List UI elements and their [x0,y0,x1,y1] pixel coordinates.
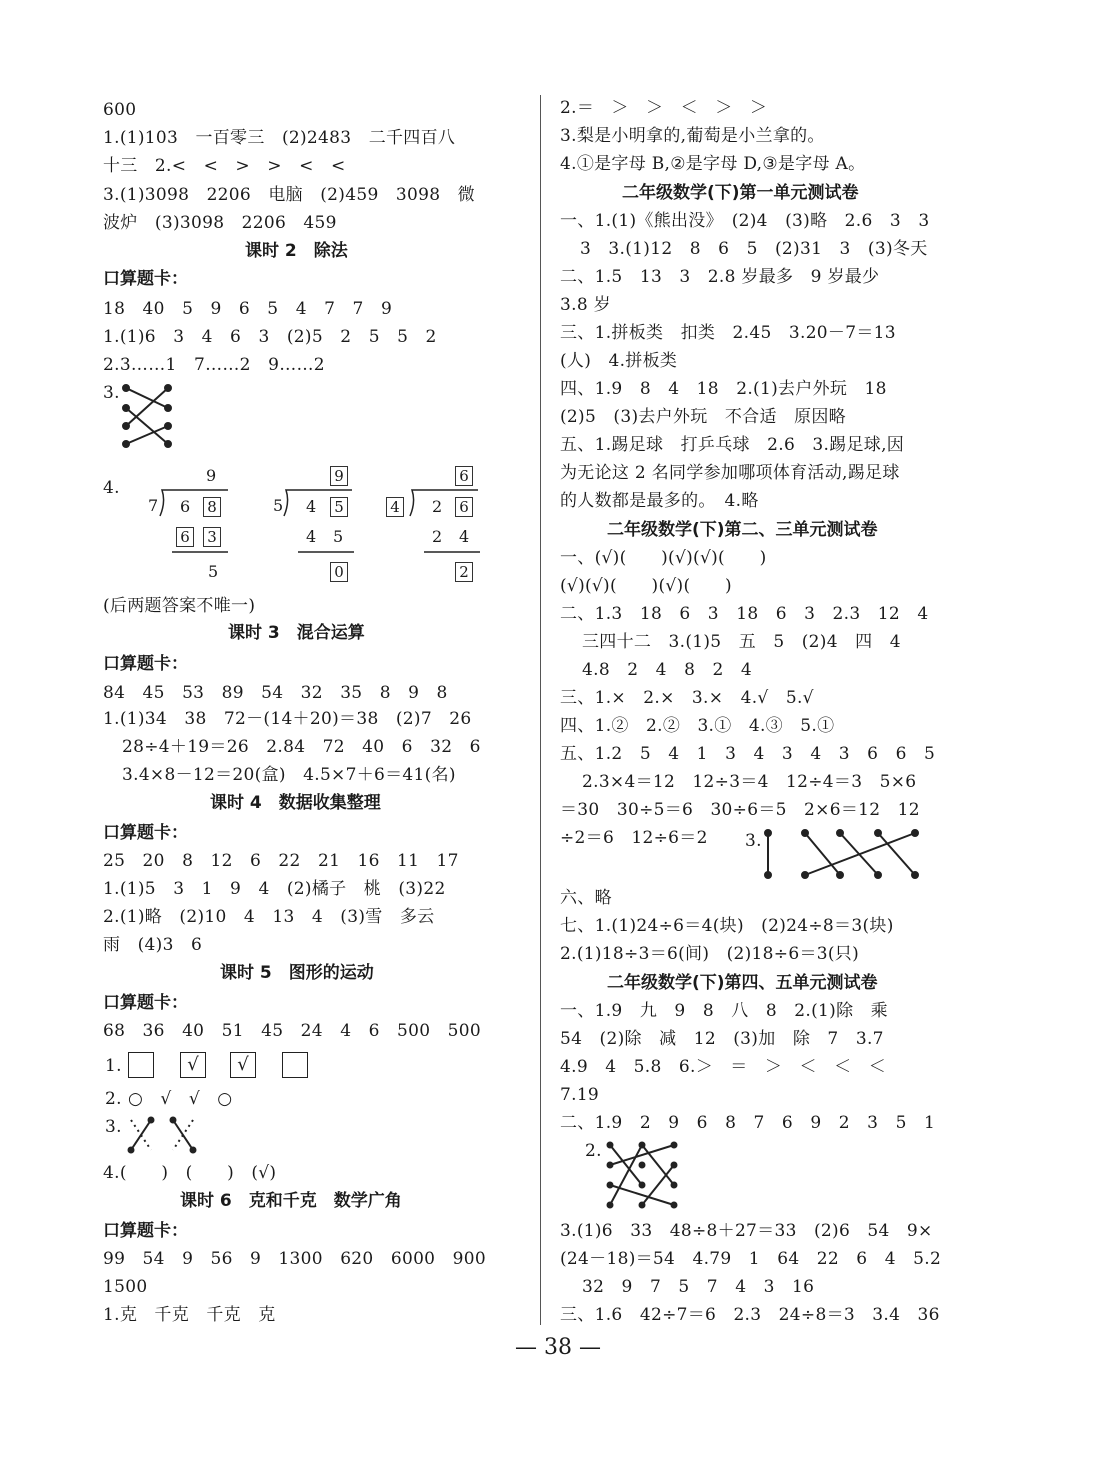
answer-line: 2.3……1 7……2 9……2 [103,355,325,375]
symbol-marks: ○ √ √ ○ [128,1089,233,1109]
answer-line: 五、1.2 5 4 1 3 4 3 4 3 6 6 5 [560,744,936,764]
answer-line: 雨 (4)3 6 [103,935,203,955]
section-heading: 口算题卡： [103,654,188,674]
answer-box: 5 [330,497,348,517]
answer-line: 600 [103,100,137,120]
answer-line: 二、1.5 13 3 2.8 岁最多 9 岁最少 [560,267,880,287]
crossing-lines-figure [600,1135,690,1215]
fig2-label: 2. [105,1089,122,1109]
answer-line: 4.9 4 5.8 6.＞ ＝ ＞ ＜ ＜ ＜ [560,1057,887,1077]
answer-line: 三四十二 3.(1)5 五 5 (2)4 四 4 [582,632,901,652]
section-heading: 二年级数学(下)第四、五单元测试卷 [607,973,878,993]
section-heading: 课时 3 混合运算 [228,623,365,643]
answer-line: 波炉 (3)3098 2206 459 [103,213,337,233]
checkbox-checked: √ [180,1052,206,1078]
answer-line: 2.＝ ＞ ＞ ＜ ＞ ＞ [560,98,768,118]
answer-box: 0 [330,562,348,582]
answer-line: 四、1.② 2.② 3.① 4.③ 5.① [560,716,835,736]
answer-line: (√)(√)( )(√)( ) [560,576,732,596]
answer-box: 6 [455,497,473,517]
q3-label: 3. [103,383,120,403]
answer-line: 2.3×4＝12 12÷3＝4 12÷4＝3 5×6 [582,772,917,792]
answer-line: 1.克 千克 千克 克 [103,1305,276,1325]
fig-b-label: 2. [585,1141,602,1161]
q4-label: 4. [103,478,120,498]
answer-line: 1500 [103,1277,148,1297]
section-heading: 口算题卡： [103,269,188,289]
answer-line: 18 40 5 9 6 5 4 7 7 9 [103,299,393,319]
answer-line: (后两题答案不唯一) [103,596,256,616]
section-heading: 二年级数学(下)第二、三单元测试卷 [607,520,878,540]
answer-line: (2)5 (3)去户外玩 不合适 原因略 [560,407,846,427]
answer-box: 4 [386,497,404,517]
answer-line: 4.①是字母 B,②是字母 D,③是字母 A。 [560,154,866,174]
answer-line: (人) 4.拼板类 [560,351,678,371]
matching-lines-figure [118,382,178,452]
column-divider [540,95,541,1325]
answer-line: 一、(√)( )(√)(√)( ) [560,548,767,568]
answer-line: 1.(1)5 3 1 9 4 (2)橘子 桃 (3)22 [103,879,446,899]
answer-line: (24－18)＝54 4.79 1 64 22 6 4 5.2 [560,1249,942,1269]
section-heading: 口算题卡： [103,993,188,1013]
checkbox-checked: √ [230,1052,256,1078]
answer-box: 2 [455,562,473,582]
checkbox-empty [128,1052,154,1078]
answer-line: 为无论这 2 名同学参加哪项体育活动,踢足球 [560,463,900,483]
answer-line: 六、略 [560,888,612,908]
answer-box: 6 [455,466,473,486]
answer-line: 一、1.(1)《熊出没》 (2)4 (3)略 2.6 3 3 [560,211,930,231]
answer-line: 3.梨是小明拿的,葡萄是小兰拿的。 [560,126,825,146]
section-heading: 课时 4 数据收集整理 [210,793,381,813]
slanted-lines-figure [125,1116,205,1156]
answer-line: ＝30 30÷5＝6 30÷6＝5 2×6＝12 12 [560,800,920,820]
answer-line: 84 45 53 89 54 32 35 8 9 8 [103,683,448,703]
answer-line: 99 54 9 56 9 1300 620 6000 900 [103,1249,486,1269]
answer-line: 3.4×8－12＝20(盒) 4.5×7＋6＝41(名) [122,765,456,785]
answer-box: 6 [176,527,194,547]
fig1-label: 1. [105,1056,122,1076]
answer-line: 25 20 8 12 6 22 21 16 11 17 [103,851,459,871]
answer-line: 3.(1)3098 2206 电脑 (2)459 3098 微 [103,185,475,205]
answer-line: 3 3.(1)12 8 6 5 (2)31 3 (3)冬天 [580,239,928,259]
answer-line: 28÷4＋19＝26 2.84 72 40 6 32 6 [122,737,481,757]
page-number: — 38 — [515,1335,601,1360]
answer-line: 2.(1)略 (2)10 4 13 4 (3)雪 多云 [103,907,435,927]
answer-line: 二、1.9 2 9 6 8 7 6 9 2 3 5 1 [560,1113,936,1133]
matching-lines-figure-2 [760,825,930,883]
answer-line: 3.8 岁 [560,295,611,315]
answer-line: 1.(1)34 38 72－(14＋20)＝38 (2)7 26 [103,709,472,729]
answer-line: 1.(1)103 一百零三 (2)2483 二千四百八 [103,128,456,148]
answer-line: 二、1.3 18 6 3 18 6 3 2.3 12 4 [560,604,929,624]
answer-line: 一、1.9 九 9 8 八 8 2.(1)除 乘 [560,1001,888,1021]
answer-box: 8 [203,497,221,517]
fig3-label: 3. [105,1117,122,1137]
section-heading: 课时 2 除法 [245,241,348,261]
answer-line: 32 9 7 5 7 4 3 16 [582,1277,815,1297]
answer-line: 4.( ) ( ) (√) [103,1163,277,1183]
answer-line: 十三 2.< < > > < < [103,156,346,176]
answer-line: 1.(1)6 3 4 6 3 (2)5 2 5 5 2 [103,327,437,347]
answer-box: 9 [330,466,348,486]
answer-line: 三、1.× 2.× 3.× 4.√ 5.√ [560,688,814,708]
checkbox-empty [282,1052,308,1078]
section-heading: 课时 6 克和千克 数学广角 [180,1191,402,1211]
answer-box: 3 [203,527,221,547]
answer-line: 54 (2)除 减 12 (3)加 除 7 3.7 [560,1029,884,1049]
answer-line: 2.(1)18÷3＝6(间) (2)18÷6＝3(只) [560,944,860,964]
section-heading: 二年级数学(下)第一单元测试卷 [622,183,859,203]
answer-line: 4.8 2 4 8 2 4 [582,660,753,680]
fig-a-label: 3. [745,831,762,851]
answer-line: 四、1.9 8 4 18 2.(1)去户外玩 18 [560,379,887,399]
section-heading: 口算题卡： [103,1221,188,1241]
answer-line: 7.19 [560,1085,600,1105]
answer-line: 68 36 40 51 45 24 4 6 500 500 [103,1021,482,1041]
section-heading: 课时 5 图形的运动 [220,963,374,983]
answer-line: 的人数都是最多的。 4.略 [560,491,759,511]
answer-line: 3.(1)6 33 48÷8＋27＝33 (2)6 54 9× [560,1221,933,1241]
answer-line: 五、1.踢足球 打乒乓球 2.6 3.踢足球,因 [560,435,905,455]
answer-line: 三、1.拼板类 扣类 2.45 3.20－7＝13 [560,323,896,343]
section-heading: 口算题卡： [103,823,188,843]
answer-line: ÷2＝6 12÷6＝2 [560,828,708,848]
answer-line: 七、1.(1)24÷6＝4(块) (2)24÷8＝3(块) [560,916,894,936]
answer-line: 三、1.6 42÷7＝6 2.3 24÷8＝3 3.4 36 [560,1305,940,1325]
